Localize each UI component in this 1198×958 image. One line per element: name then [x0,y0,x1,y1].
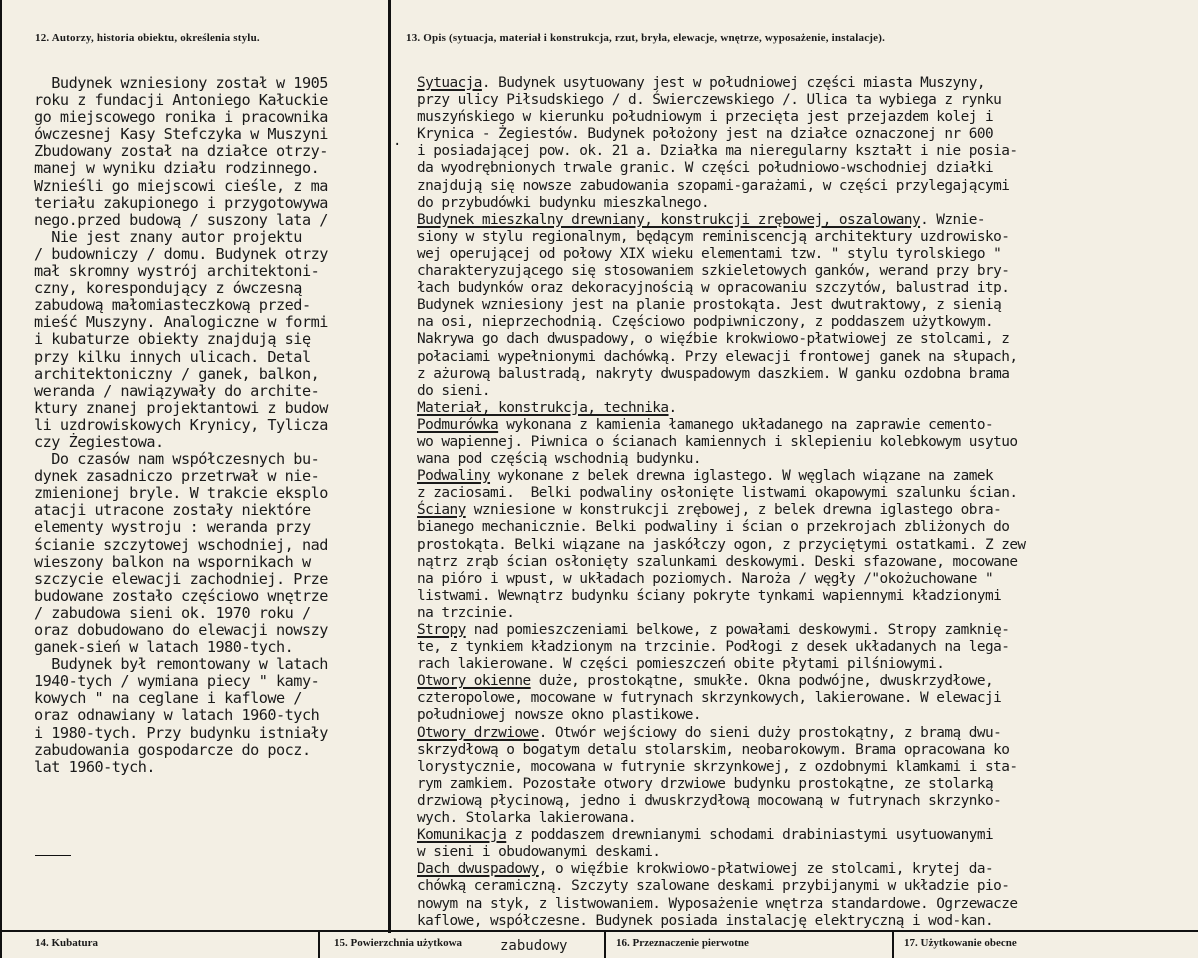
history-line: teriału zakupionego i przygotowywa [34,193,328,212]
description-line [417,913,1026,930]
description-line [417,263,1026,280]
page-left-edge [0,0,2,958]
history-line: / budowniczy / domu. Budynek otrzy [34,244,328,263]
section-15-handwritten-value: zabudowy [500,938,568,954]
history-line: szczycie elewacji zachodniej. Prze [34,569,328,588]
description-text: . [668,399,677,416]
description-line [417,554,1026,571]
footer-divider-1 [318,930,320,958]
description-text: przy ulicy Piłsudskiego / d. Świerczewskiego /. Ulica ta wybiega z rynku [417,92,1002,109]
description-line [417,588,1026,605]
section-heading: Podmurówka [417,416,499,433]
description-line [417,366,1026,383]
description-text: drzwiową płycinową, jedno i dwuskrzydłową mocowaną w futrynach skrzynko- [417,792,1002,809]
history-line: Zbudowany został na działce otrzy- [34,142,328,161]
description-text: nątrz zrąb ścian osłonięty szalunkami deskowymi. Deski sfazowane, mocowane [417,553,1018,570]
section-14-label: 14. Kubatura [35,937,98,949]
history-line: mieść Muszyny. Analogiczne w formi [34,313,328,332]
section-13-header: 13. Opis (sytuacja, materiał i konstrukcja, rzut, bryła, elewacje, wnętrze, wyposażenie, instalacje). [406,32,886,44]
history-line: 1940-tych / wymiana piecy " kamy- [34,672,320,691]
description-line [417,537,1026,554]
description-line [417,519,1026,536]
history-line: czy Żegiestowa. [34,432,164,451]
description-text: wej operującej od połowy XIX wieku elementami tzw. " stylu tyrolskiego " [417,245,1002,262]
history-line: lat 1960-tych. [34,757,156,776]
description-text: . Wznie- [920,211,985,228]
description-line [417,827,1026,844]
description-text: Nakrywa go dach dwuspadowy, o więźbie krokwiowo-płatwiowej ze stolcami, z [417,331,1010,348]
description-text: na osi, nieprzechodnią. Częściowo podpiwniczony, z poddaszem użytkowym. [417,314,994,331]
description-text: z zaciosami. Belki podwaliny osłonięte listwami okapowymi szalunku ścian. [417,485,1018,502]
description-text: . Otwór wejściowy do sieni duży prostokątny, z bramą dwu- [538,724,1002,741]
history-line: ganek-sień w latach 1980-tych. [34,638,294,657]
description-text: do sieni. [417,382,491,399]
history-line: weranda / nawiązywały do archite- [34,381,320,400]
history-line: Nie jest znany autor projektu [34,227,302,246]
description-line [417,707,1026,724]
description-text: z ażurową balustradą, nakryty dwuspadowym daszkiem. W ganku ozdobna brama [417,365,1010,382]
history-line: nego.przed budową / suszony lata / [34,210,328,229]
history-line: kowych " na ceglane i kaflowe / [34,689,302,708]
description-text: znajdują się nowsze zabudowania szopami-garażami, w części przylegającymi [417,177,1010,194]
history-line: i 1980-tych. Przy budynku istniały [34,723,328,742]
description-text: listwami. Wewnątrz budynku ściany pokryte tynkami wapiennymi kładzionymi [417,587,1002,604]
section-heading: Budynek mieszkalny drewniany, konstrukcji zrębowej, oszalowany [417,211,921,228]
history-line: wieszony balkon na wspornikach w [34,552,311,571]
section-15-label: 15. Powierzchnia użytkowa [334,937,463,949]
section-17-label: 17. Użytkowanie obecne [904,937,1017,949]
footer-top-rule [0,930,1198,932]
description-text: na trzcinie. [417,604,515,621]
section-heading: Stropy [417,622,466,638]
history-line: / zabudowa sieni ok. 1970 roku / [34,603,311,622]
history-line: Do czasów nam współczesnych bu- [34,450,320,469]
description-line [417,759,1026,776]
section-16-label: 16. Przeznaczenie pierwotne [616,937,749,949]
history-line: zabudową małomiasteczkową przed- [34,296,311,315]
description-text: rym zamkiem. Pozostałe otwory drzwiowe budynku prostokątne, ze stolarką [417,775,994,792]
description-line [417,571,1026,588]
description-text: te, z tynkiem kładzionym na trzcinie. Podłogi z desek układanych na lega- [417,639,1010,656]
description-line [417,434,1026,451]
description-text: wzniesione w konstrukcji zrębowej, z belek drewna iglastego obra- [465,502,1002,519]
description-text: muszyńskiego w kierunku południowym i przecięta jest przejazdem kolej i [417,109,994,126]
history-line: Budynek wzniesiony został w 1905 [34,74,328,92]
description-text: do przybudówki budynku mieszkalnego. [417,194,710,211]
description-line [417,468,1026,485]
description-text: nad pomieszczeniami belkowe, z powałami deskowymi. Stropy zamknię- [465,622,1010,638]
description-line [417,178,1026,195]
description-line [417,485,1026,502]
description-line [417,109,1026,126]
description-text: na pióro i wpust, w układach poziomych. Naroża / węgły /"okożuchowane " [417,570,994,587]
description-text: wo wapiennej. Piwnica o ścianach kamiennych i sklepieniu kolebkowym usytuo [417,433,1018,450]
description-text: południowej nowsze okno plastikowe. [417,707,701,724]
history-line: budowane zostało częściowo wnętrze [34,586,328,605]
description-text: duże, prostokątne, smukłe. Okna podwójne, dwuskrzydłowe, [530,673,994,690]
description-line [417,793,1026,810]
description-line [417,195,1026,212]
description-text: nowym na styk, z listwowaniem. Wyposażenie wnętrza standardowe. Ogrzewacze [417,895,1018,912]
description-text: charakteryzującego się stosowaniem szkieletowych ganków, werand przy bry- [417,263,1010,280]
history-line: roku z fundacji Antoniego Kałuckie [34,91,328,110]
description-line [417,92,1026,109]
description-text: z poddaszem drewnianymi schodami drabiniastymi usytuowanymi [506,827,994,844]
description-line [417,212,1026,229]
history-line: manej w wyniku działu rodzinnego. [34,159,320,178]
description-text: w sieni i obudowanymi deskami. [417,844,661,861]
history-line: go miejscowego ronika i pracownika [34,108,328,127]
description-text: kaflowe, współczesne. Budynek posiada instalację elektryczną i wod-kan. [417,912,994,929]
history-line: zmienionej bryle. W trakcie eksplo [34,484,328,503]
history-line: atacji utracone zostały niektóre [34,501,311,520]
history-line: ścianie szczytowej wschodniej, nad [34,535,328,554]
section-12-header: 12. Autorzy, historia obiektu, określenia stylu. [35,32,260,44]
description-line [417,673,1026,690]
history-line: oraz dobudowano do elewacji nowszy [34,621,328,639]
history-line: elementy wystroju : weranda przy [34,518,311,537]
footer-divider-2 [604,930,606,958]
section-heading: Otwory okienne [417,673,531,690]
section-heading: Sytuacja [417,75,482,91]
history-line: ówczesnej Kasy Stefczyka w Muszyni [34,125,328,144]
description-text: . Budynek usytuowany jest w południowej części miasta Muszyny, [481,75,985,91]
description-text: wych. Stolarka lakierowana. [417,810,637,827]
history-text-column [34,75,328,776]
description-line [417,896,1026,913]
footer-divider-3 [892,930,894,958]
description-line [417,656,1026,673]
description-text: wykonane z belek drewna iglastego. W węglach wiązane na zamek [490,468,994,485]
history-line: architektoniczny / ganek, balkon, [34,364,320,383]
description-line [417,844,1026,861]
history-line: Budynek był remontowany w latach [34,655,328,674]
section-heading: Komunikacja [417,827,507,844]
history-line: oraz odnawiany w latach 1960-tych [34,706,320,725]
description-line [417,229,1026,246]
description-text-column [417,75,1026,930]
description-text: czteropolowe, mocowane w futrynach skrzynkowych, lakierowane. W elewacji [417,690,1002,707]
description-line [417,861,1026,878]
description-line [417,331,1026,348]
description-line [417,297,1026,314]
description-text: wana pod częścią wschodnią budynku. [417,451,701,468]
description-line [417,690,1026,707]
description-text: , o więźbie krokwiowo-płatwiowej ze stolcami, krytej da- [538,861,994,878]
history-line: czny, korespondujący z ówczesną [34,279,302,298]
description-text: chówką ceramiczną. Szczyty szalowane deskami przybijanymi w układzie pio- [417,878,1010,895]
description-line [417,639,1026,656]
section-heading: Podwaliny [417,468,491,485]
description-line [417,349,1026,366]
description-line [417,725,1026,742]
description-line [417,417,1026,434]
history-line: dynek zasadniczo przetrwał w nie- [34,467,320,486]
description-line [417,776,1026,793]
description-line [417,451,1026,468]
section-heading: Materiał, konstrukcja, technika [417,399,669,416]
description-line [417,400,1026,417]
description-text: połaciami wypełnionymi dachówką. Przy elewacji frontowej ganek na słupach, [417,348,1018,365]
history-line: Wznieśli go miejscowi cieśle, z ma [34,176,328,195]
description-line [417,878,1026,895]
description-text: siony w stylu regionalnym, będącym reminiscencją architektury uzdrowisko- [417,228,1010,245]
short-end-rule [35,855,71,856]
description-line [417,622,1026,639]
left-column-divider [388,0,391,933]
description-line [417,246,1026,263]
history-line: i kubaturze obiekty znajdują się [34,330,311,349]
history-line: przy kilku innych ulicach. Detal [34,347,311,366]
description-text: wykonana z kamienia łamanego układanego na zaprawie cemento- [498,416,994,433]
description-text: bianego mechanicznie. Belki podwaliny i ścian o przekrojach zbliżonych do [417,519,1010,536]
description-text: i posiadającej pow. ok. 21 a. Działka ma nieregularny kształt i nie posia- [417,143,1018,160]
description-line [417,742,1026,759]
history-line: zabudowania gospodarcze do pocz. [34,740,311,759]
description-line [417,383,1026,400]
description-text: skrzydłową o bogatym detalu stolarskim, neobarokowym. Brama opracowana ko [417,741,1010,758]
section-heading: Dach dwuspadowy [417,861,539,878]
description-line [417,160,1026,177]
history-line: li uzdrowiskowych Krynicy, Tylicza [34,415,328,434]
history-line: ktury znanej projektantowi z budow [34,398,328,417]
description-line [417,810,1026,827]
section-heading: Ściany [417,502,466,519]
description-text: da wyodrębnionych trwale granic. W części południowo-wschodniej działki [417,160,994,177]
description-text: lorystycznie, mocowana w futrynie skrzynkowej, z ozdobnymi klamkami i sta- [417,758,1018,775]
description-text: łach budynków oraz dekoracyjnością w opracowaniu szczytów, balustrad itp. [417,280,1010,297]
description-text: Krynica - Żegiestów. Budynek położony jest na działce oznaczonej nr 600 [417,126,994,143]
description-line [417,314,1026,331]
history-line: mał skromny wystrój architektoni- [34,262,320,281]
description-line [417,143,1026,160]
description-text: rach lakierowane. W części pomieszczeń obite płytami pilśniowymi. [417,656,945,673]
section-heading: Otwory drzwiowe [417,724,539,741]
description-text: prostokąta. Belki wiązane na jaskółczy ogon, z przyciętymi ostatkami. Z zew [417,536,1026,553]
stray-dot: . [393,133,402,149]
description-line [417,280,1026,297]
description-line [417,126,1026,143]
description-line [417,605,1026,622]
description-line [417,502,1026,519]
description-line [417,75,1026,92]
description-text: Budynek wzniesiony jest na planie prostokąta. Jest dwutraktowy, z sienią [417,297,1002,314]
